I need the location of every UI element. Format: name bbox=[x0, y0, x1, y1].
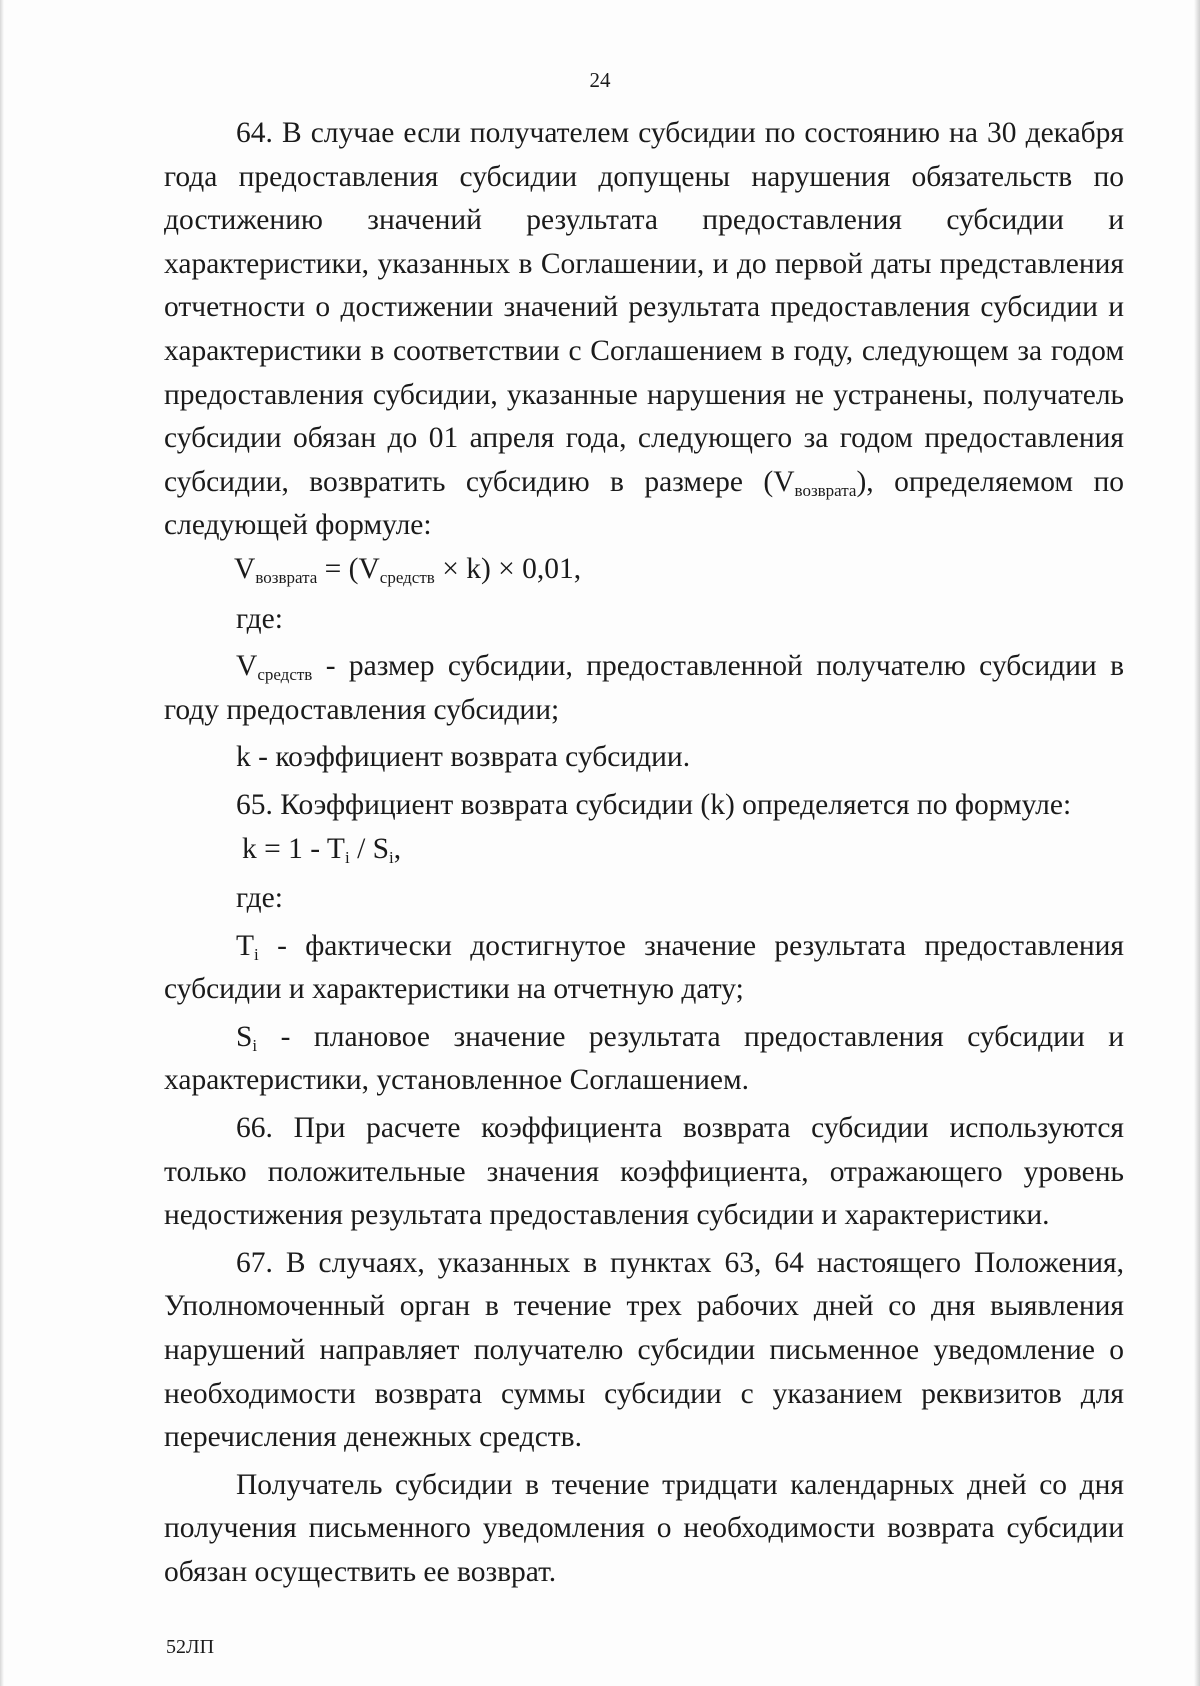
definition-s bbox=[164, 1016, 1124, 1103]
formula-coefficient bbox=[164, 828, 1124, 872]
definition-v-sredstv bbox=[164, 645, 1124, 732]
scan-edge-right bbox=[1194, 0, 1200, 1686]
scan-edge-left bbox=[0, 0, 4, 1686]
paragraph-64-subscript: возврата bbox=[794, 480, 857, 500]
formula-coefficient-c: , bbox=[393, 832, 402, 865]
definition-s-subscript: i bbox=[252, 1035, 258, 1055]
paragraph-67-continuation: Получатель субсидии в течение тридцати календарных дней со дня получения письменного уведомления о необходимости возврата субсидии обязан осуществить ее возврат. bbox=[164, 1468, 1124, 1588]
formula-refund-sub-2: средств bbox=[379, 567, 435, 587]
page-number: 24 bbox=[589, 68, 611, 92]
formula-refund-mid: = (V bbox=[317, 552, 380, 585]
document-body bbox=[164, 112, 1124, 1595]
formula-refund-tail: × k) × 0,01, bbox=[434, 552, 582, 585]
formula-coefficient-b: / S bbox=[349, 832, 390, 865]
where-label-1: где: bbox=[236, 602, 283, 635]
paragraph-67: 67. В случаях, указанных в пунктах 63, 64 настоящего Положения, Уполномоченный орган в течение трех рабочих дней со дня выявления нарушений направляет получателю субсидии письменное уведомление о необходимости возврата суммы субсидии с указанием реквизитов для перечисления денежных средств. bbox=[164, 1246, 1124, 1454]
definition-k: k - коэффициент возврата субсидии. bbox=[236, 741, 691, 774]
paragraph-64-text-a: 64. В случае если получателем субсидии по состоянию на 30 декабря года предоставления субсидии допущены нарушения обязательств по достижению значений результата предоставления субсидии и характеристики, указанных в Соглашении, и до первой даты представления отчетности о достижении значений результата предоставления субсидии и характеристики в соответствии с Соглашением в году, следующем за годом предоставления субсидии, указанные нарушения не устранены, получатель субсидии обязан до 01 апреля года, следующего за годом предоставления субсидии, возвратить субсидию в размере (V bbox=[164, 117, 1124, 498]
paragraph-64 bbox=[164, 112, 1124, 548]
paragraph-65: 65. Коэффициент возврата субсидии (k) определяется по формуле: bbox=[236, 788, 1072, 821]
paragraph-64-text-b: ), определяемом по следующей формуле: bbox=[164, 465, 1124, 542]
formula-refund-v: V bbox=[234, 552, 256, 585]
where-label-2: где: bbox=[236, 882, 283, 915]
definition-s-text: - плановое значение результата предоставления субсидии и характеристики, установленное Соглашением. bbox=[164, 1020, 1124, 1097]
definition-v-subscript: средств bbox=[257, 665, 313, 685]
formula-coefficient-sub-2: i bbox=[389, 847, 394, 867]
paragraph-66: 66. При расчете коэффициента возврата субсидии используются только положительные значения коэффициента, отражающего уровень недостижения результата предоставления субсидии и характеристики. bbox=[164, 1112, 1124, 1232]
footer-document-code: 52ЛП bbox=[166, 1636, 215, 1658]
definition-t-subscript: i bbox=[254, 944, 259, 964]
formula-coefficient-a: k = 1 - T bbox=[242, 832, 345, 865]
definition-t-symbol: T bbox=[236, 929, 255, 962]
formula-coefficient-sub-1: i bbox=[344, 847, 350, 867]
definition-t-text: - фактически достигнутое значение результата предоставления субсидии и характеристики на отчетную дату; bbox=[164, 929, 1124, 1006]
formula-refund-sub-1: возврата bbox=[255, 567, 318, 587]
definition-s-symbol: S bbox=[236, 1020, 253, 1053]
formula-refund bbox=[164, 548, 1124, 592]
definition-v-text: - размер субсидии, предоставленной получателю субсидии в году предоставления субсидии; bbox=[164, 650, 1124, 726]
definition-t bbox=[164, 925, 1124, 1012]
definition-v-symbol: V bbox=[236, 650, 258, 683]
